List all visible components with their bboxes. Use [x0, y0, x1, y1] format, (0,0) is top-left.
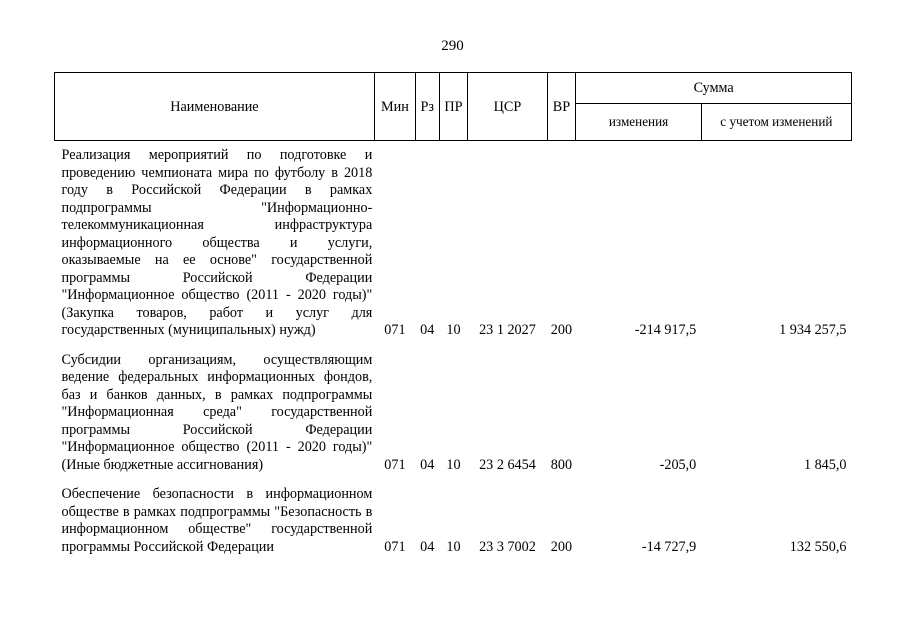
row-change: -214 917,5	[634, 322, 697, 338]
row-vr: 200	[550, 538, 573, 555]
header-name: Наименование	[55, 73, 375, 141]
row-name: Реализация мероприятий по подготовке и проведению чемпионата мира по футболу в 2018 году в Российской Федерации в рамках подпрограммы "Информационно-телекоммуникационная инфраструктура информационного общества и услуги, оказываемые на ее основе" государственной программы Российской Федерации "Информационное общество (2011 - 2020 годы)" (Закупка товаров, работ и услуг для государственных (муниципальных) нужд)	[61, 147, 373, 338]
row-min: 071	[384, 322, 406, 338]
header-csr: ЦСР	[468, 73, 547, 141]
row-min: 071	[384, 538, 406, 555]
row-rz: 04	[420, 322, 435, 338]
row-min: 071	[384, 456, 406, 473]
row-vr: 800	[550, 456, 573, 473]
page-number: 290	[441, 38, 464, 54]
row-pr: 10	[446, 322, 461, 338]
row-rz: 04	[420, 456, 435, 473]
header-sum: Сумма	[576, 73, 852, 104]
header-rz: Рз	[415, 73, 439, 141]
row-change: -14 727,9	[641, 538, 697, 555]
row-with-change: 1 845,0	[803, 456, 847, 473]
header-with-change: с учетом изменений	[701, 104, 851, 141]
table-row	[55, 474, 852, 556]
row-csr: 23 1 2027	[479, 322, 536, 338]
row-csr: 23 3 7002	[479, 538, 536, 555]
row-vr: 200	[550, 322, 573, 338]
row-with-change: 1 934 257,5	[779, 322, 847, 338]
row-with-change: 132 550,6	[789, 538, 847, 555]
row-csr: 23 2 6454	[479, 456, 536, 473]
header-pr: ПР	[439, 73, 468, 141]
row-name: Обеспечение безопасности в информационном обществе в рамках подпрограммы "Безопасность в информационном обществе" государственной программы Российской Федерации	[61, 486, 373, 555]
header-min: Мин	[374, 73, 415, 141]
row-name: Субсидии организациям, осуществляющим ведение федеральных информационных фондов, баз и банков данных, в рамках подпрограммы "Информационная среда" государственной программы Российской Федерации "Информационное общество (2011 - 2020 годы)" (Иные бюджетные ассигнования)	[61, 351, 373, 473]
header-vr: ВР	[547, 73, 576, 141]
table-row	[55, 141, 852, 340]
budget-table	[54, 72, 852, 556]
header-change: изменения	[576, 104, 701, 141]
table-row	[55, 340, 852, 475]
row-pr: 10	[446, 538, 461, 555]
row-pr: 10	[446, 456, 461, 473]
row-change: -205,0	[659, 456, 697, 473]
row-rz: 04	[420, 538, 435, 555]
